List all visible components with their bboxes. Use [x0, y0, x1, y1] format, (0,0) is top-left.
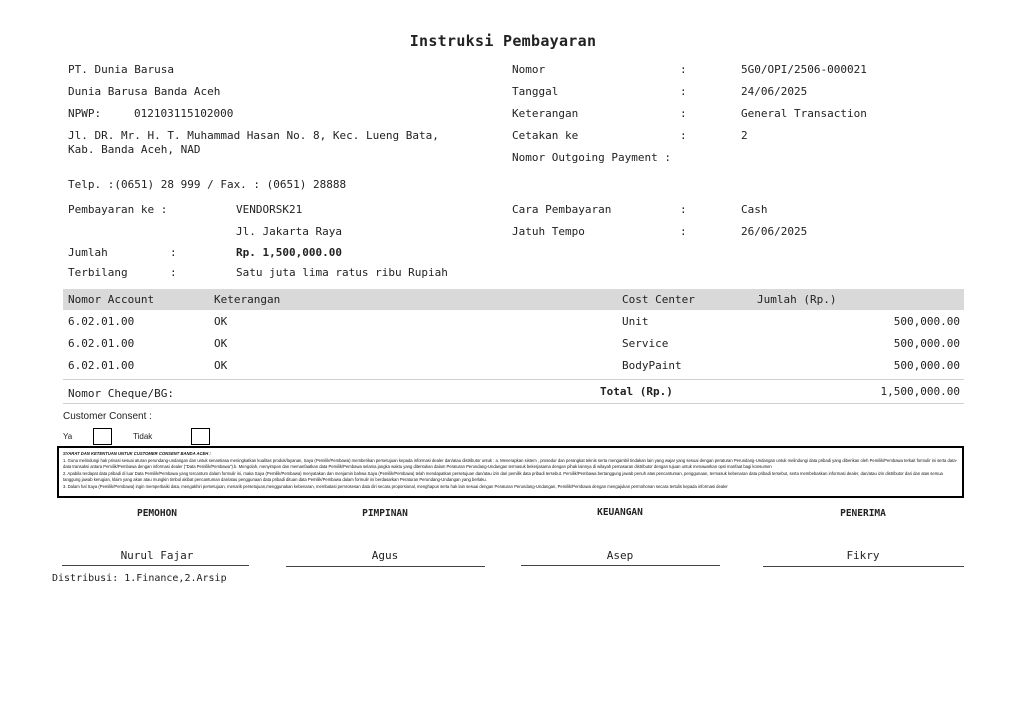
- signature-name: Asep: [606, 549, 634, 562]
- row-description: OK: [214, 337, 228, 350]
- total-label: Total (Rp.): [600, 385, 673, 398]
- row-account: 6.02.01.00: [68, 315, 135, 328]
- npwp-value: 012103115102000: [134, 107, 234, 120]
- row-account: 6.02.01.00: [68, 337, 135, 350]
- row-cost-center: Unit: [622, 315, 649, 328]
- signature-role: PIMPINAN: [362, 508, 408, 519]
- info-value-nomor: 5G0/OPI/2506-000021: [741, 63, 867, 76]
- row-account: 6.02.01.00: [68, 359, 135, 372]
- row-description: OK: [214, 359, 228, 372]
- signature-role: PEMOHON: [136, 508, 178, 519]
- info-value-keterangan: General Transaction: [741, 107, 867, 120]
- due-date-value: 26/06/2025: [741, 225, 808, 238]
- amount-colon: :: [170, 246, 177, 259]
- amount-label: Jumlah: [68, 246, 108, 259]
- info-value-tanggal: 24/06/2025: [741, 85, 808, 98]
- terms-item-1: 1. Guna melindungi hak privasi sesuai aturan perundang-undangan dan untuk senantiasa meningkatkan kualitas produk/layanan, Saya (Pemilik/Pembawa) memberikan persetujuan kepada informasi dealer dan/atau distributor untuk : a. Menerapkan sistem , prosedur dan perangkat teknis serta mengambil tindakan lain yang wajar yang sesuai dengan peraturan Perundang-Undangan untuk melindungi data pribadi yang diberikan oleh Pemilik/Pembawa terkait formulir ini serta data-data transaksi antara Pemilik/Pembawa dengan informasi dealer ("Data Pemilik/Pembawa").b. Mengolah, menyimpan dan memanfaatkan data Pemilik/Pembawa selama jangka waktu yang ditentukan dalam Peraturan Perundang-Undangan termasuk bekerjasama dengan pihak lainnya di wilayah pemasaran distributor dengan tujuan untuk menawarkan opsi manfaat bagi konsumen: [63, 458, 958, 469]
- consent-no-checkbox[interactable]: [191, 428, 210, 445]
- consent-no-label: Tidak: [133, 432, 153, 441]
- signature-line: [763, 566, 964, 567]
- cheque-label: Nomor Cheque/BG:: [68, 387, 174, 400]
- signature-name: Agus: [371, 549, 399, 562]
- row-amount: 500,000.00: [893, 359, 960, 372]
- row-cost-center: BodyPaint: [622, 359, 682, 372]
- total-value: 1,500,000.00: [880, 385, 960, 398]
- info-value-cetakan: 2: [741, 129, 748, 142]
- signature-role: KEUANGAN: [597, 507, 643, 518]
- row-amount: 500,000.00: [893, 315, 960, 328]
- signature-line: [62, 565, 249, 566]
- col-header-description: Keterangan: [214, 293, 281, 306]
- info-colon: :: [680, 129, 687, 142]
- pay-to-label: Pembayaran ke :: [68, 203, 168, 216]
- company-branch: Dunia Barusa Banda Aceh: [68, 85, 221, 98]
- signature-line: [521, 565, 720, 566]
- terms-item-3: 3. Dalam hal Saya (Pemilik/Pembawa) ingin memperbaiki data, mengakhiri persetujuan, menarik persetujuan,menggunakan kebenaran, membatasi pemrosesan data diri secara proporsional, menghapus serta hak lain sesuai dengan Peraturan Perundang-Undangan, Pemilik/Pembawa dengan mengajukan permohonan secara tertulis kepada informasi dealer: [63, 484, 728, 490]
- signature-line: [286, 566, 485, 567]
- info-label-tanggal: Tanggal: [512, 85, 559, 98]
- info-label-keterangan: Keterangan: [512, 107, 579, 120]
- terms-item-2: 2. Apabila terdapat data pribadi di luar Data Pemilik/Pembawa yang tercantum dalam formulir ini, maka Saya (Pemilik/Pembawa) menyatakan dan menjamin bahwa Saya (Pemilik/Pembawa) telah mendapatkan persetujuan dan/atau izin dari pemilik data pribadi tersebut. Pemilik/Pembawa bertanggung jawab penuh atas pencantuman, penggunaan, termasuk kebenaran data pribadi tersebut, serta membebaskan informasi dealer, dan/atau izin distributor dari dan atas semua tanggung jawab kerugian, klaim yang akan atau mungkin timbul akibat pencantuman dan/atau penggunaan data pribadi dituan data Pemilik/Pembawa dalam formulir ini berdasarkan Peraturan Perundang-Undangan yang berlaku.: [63, 471, 943, 482]
- npwp-label: NPWP:: [68, 107, 102, 120]
- vendor-name: VENDORSK21: [236, 203, 303, 216]
- total-divider: [63, 403, 964, 404]
- col-header-amount: Jumlah (Rp.): [757, 293, 837, 306]
- company-name: PT. Dunia Barusa: [68, 63, 174, 76]
- table-divider: [63, 379, 964, 380]
- amount-in-words: Satu juta lima ratus ribu Rupiah: [236, 266, 448, 279]
- terms-title: SYARAT DAN KETENTUAN UNTUK CUSTOMER CONSENT BANDA ACEH :: [63, 451, 211, 456]
- info-colon: :: [680, 85, 687, 98]
- row-description: OK: [214, 315, 228, 328]
- company-phone: Telp. :(0651) 28 999 / Fax. : (0651) 28888: [68, 178, 347, 191]
- vendor-address: Jl. Jakarta Raya: [236, 225, 342, 238]
- col-header-account: Nomor Account: [68, 293, 155, 306]
- page-title: Instruksi Pembayaran: [409, 32, 597, 50]
- signature-role: PENERIMA: [840, 508, 886, 519]
- amount-value: Rp. 1,500,000.00: [236, 246, 342, 259]
- row-amount: 500,000.00: [893, 337, 960, 350]
- payment-method-value: Cash: [741, 203, 768, 216]
- words-colon: :: [170, 266, 177, 279]
- consent-yes-label: Ya: [63, 432, 73, 441]
- company-address-line1: Jl. DR. Mr. H. T. Muhammad Hasan No. 8, Kec. Lueng Bata,: [68, 129, 439, 142]
- info-colon: :: [680, 63, 687, 76]
- row-cost-center: Service: [622, 337, 669, 350]
- signature-name: Fikry: [846, 549, 880, 562]
- info-colon: :: [680, 225, 687, 238]
- company-address-line2: Kab. Banda Aceh, NAD: [68, 143, 201, 156]
- distribution-note: Distribusi: 1.Finance,2.Arsip: [52, 573, 227, 584]
- info-label-nomor: Nomor: [512, 63, 546, 76]
- info-colon: :: [680, 107, 687, 120]
- terms-box: [57, 446, 964, 498]
- payment-method-label: Cara Pembayaran: [512, 203, 612, 216]
- info-label-cetakan: Cetakan ke: [512, 129, 579, 142]
- info-colon: :: [680, 203, 687, 216]
- col-header-cost-center: Cost Center: [622, 293, 695, 306]
- signature-name: Nurul Fajar: [120, 549, 194, 562]
- consent-yes-checkbox[interactable]: [93, 428, 112, 445]
- words-label: Terbilang: [68, 266, 128, 279]
- consent-label: Customer Consent :: [63, 411, 152, 422]
- info-label-outgoing-payment: Nomor Outgoing Payment :: [512, 151, 671, 164]
- due-date-label: Jatuh Tempo: [512, 225, 585, 238]
